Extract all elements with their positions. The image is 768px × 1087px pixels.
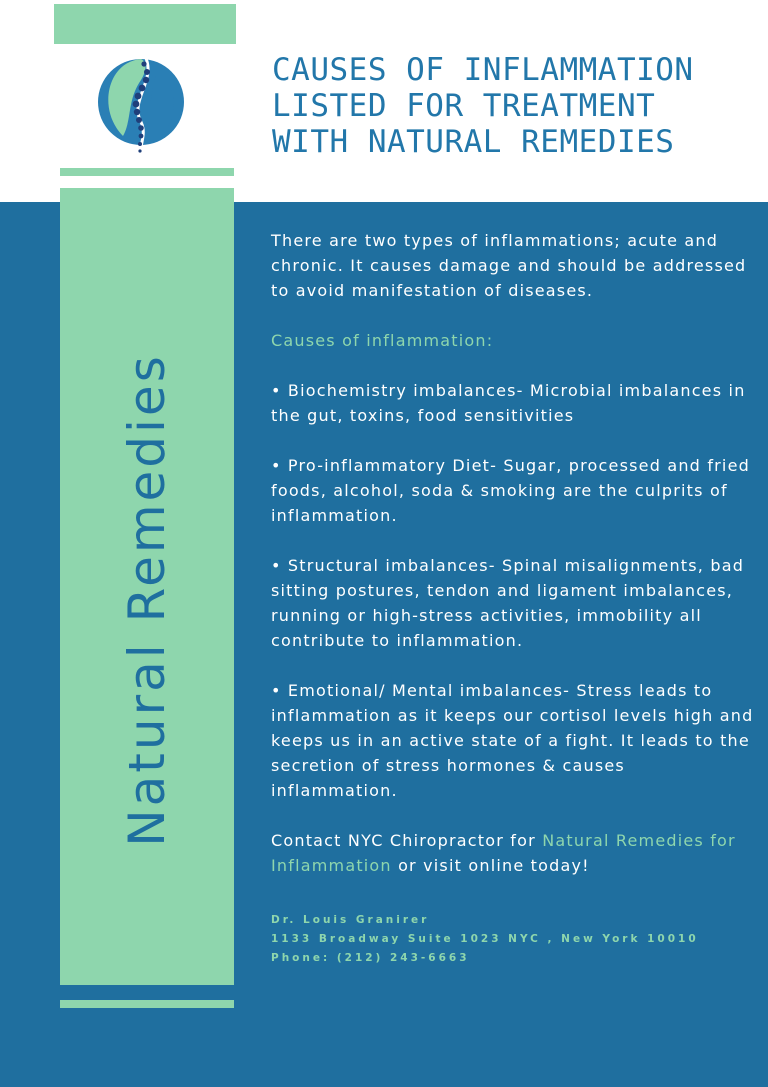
footer-contact-info: [271, 911, 757, 968]
title-line-2: LISTED FOR TREATMENT: [272, 88, 656, 124]
logo-underline-bar: [60, 168, 234, 176]
phone-number: Phone: (212) 243-6663: [271, 952, 470, 964]
cause-item-emotional: • Emotional/ Mental imbalances- Stress leads to inflammation as it keeps our cortisol levels high and keeps us in an active state of a fight. It leads to the secretion of stress hormones & causes inflammation.: [271, 681, 754, 800]
title-line-3: WITH NATURAL REMEDIES: [272, 124, 675, 160]
page-title: [272, 52, 762, 160]
sidebar-title: Natural Remedies: [118, 353, 176, 847]
spine-leaf-logo-icon: [97, 50, 187, 160]
contact-suffix: or visit online today!: [391, 856, 590, 875]
title-line-1: CAUSES OF INFLAMMATION: [272, 52, 694, 88]
bottom-accent-bar: [60, 1000, 234, 1008]
causes-heading: Causes of inflammation:: [271, 331, 494, 350]
doctor-name: Dr. Louis Granirer: [271, 914, 430, 926]
address: 1133 Broadway Suite 1023 NYC , New York 10010: [271, 933, 699, 945]
top-accent-bar: [54, 4, 236, 44]
cause-item-biochemistry: • Biochemistry imbalances- Microbial imbalances in the gut, toxins, food sensitivities: [271, 381, 746, 425]
main-content: [271, 228, 757, 968]
cause-item-diet: • Pro-inflammatory Diet- Sugar, processed and fried foods, alcohol, soda & smoking are the culprits of inflammation.: [271, 456, 750, 525]
contact-paragraph: [271, 828, 757, 878]
intro-paragraph: There are two types of inflammations; acute and chronic. It causes damage and should be addressed to avoid manifestation of diseases.: [271, 231, 747, 300]
cause-item-structural: • Structural imbalances- Spinal misalignments, bad sitting postures, tendon and ligament imbalances, running or high-stress activities, immobility all contribute to inflammation.: [271, 556, 745, 650]
contact-prefix: Contact NYC Chiropractor for: [271, 831, 543, 850]
natural-remedies-link[interactable]: Natural Remedies for Inflammation: [271, 831, 736, 875]
